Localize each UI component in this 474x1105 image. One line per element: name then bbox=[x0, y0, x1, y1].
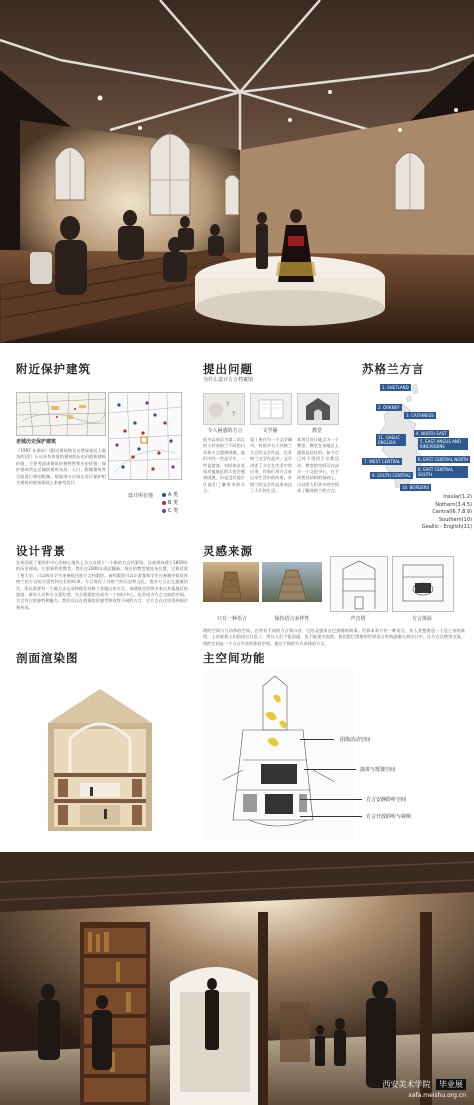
confusing-dialect-image bbox=[203, 393, 245, 425]
function-quiet-listening: 方言安静聆听空间 bbox=[366, 797, 407, 803]
babel-tower-image-1 bbox=[203, 562, 259, 602]
region-north-east: 4. NORTH EAST bbox=[416, 431, 447, 436]
question-caption-3: 教堂 bbox=[311, 428, 322, 434]
svg-text:?: ? bbox=[232, 411, 236, 418]
school-site: xafa.meishu.org.cn bbox=[408, 1092, 466, 1099]
region-orkney: 2. ORKNEY bbox=[378, 405, 400, 410]
legend bbox=[162, 491, 178, 515]
function-open-listening: 方言开放聆听与视频 bbox=[366, 814, 412, 820]
region-west-central: 7. WEST CENTRAL bbox=[364, 459, 401, 464]
legend-item-c: C 类 bbox=[162, 507, 178, 515]
school-footer bbox=[382, 1079, 466, 1099]
inspiration-caption-2: 保持语言多样性 bbox=[274, 616, 310, 622]
graduation-badge: 毕业展 bbox=[436, 1079, 466, 1090]
region-borders: 10. BORDERS bbox=[402, 485, 430, 490]
old-town-map bbox=[16, 392, 106, 436]
legend-title: 设计所在地 bbox=[128, 493, 154, 499]
footer-school-line bbox=[382, 1079, 466, 1090]
scotland-dialect-map bbox=[350, 380, 468, 492]
region-south-central: 9. SOUTH CENTRAL bbox=[372, 473, 411, 478]
callout-line-2 bbox=[304, 769, 356, 770]
section-render-image bbox=[40, 683, 160, 831]
callout-line-4 bbox=[300, 816, 362, 817]
literature-image bbox=[250, 393, 292, 425]
background-body: 在英国爱丁堡的市中心的核心地块上为公众建立一个新的方言档案馆。这座建筑建于1859年的历史建筑。它重新利用教堂。然后在2000年再次翻新。现在的教堂地处该位置，它靠近爱丁堡大学，可以吸引学生来参观这座方言档案馆。该档案馆可以让游客和学生在参观中体验苏格兰的方言的丰富性和它们的故事，方言保存了苏格兰的历史和文化。很多方言正在逐渐消失，所以需要有一个地方去记录和保存苏格兰各地区的方言。该建筑也会吸引来自其他地区的游客、研究人员和方言爱好者。方言档案馆会成为一个知识中心，也会成为方言交流的空间。方言有它的独特和魅力。我们可以在档案馆里感受和欣赏不同的方言，让方言在这里得到保存和传承。 bbox=[16, 560, 188, 610]
hero-render-church-interior bbox=[0, 0, 474, 343]
region-shetland: 1. SHETLAND bbox=[382, 385, 409, 390]
callout-line-3 bbox=[300, 799, 362, 800]
babel-tower-image-2 bbox=[262, 562, 322, 602]
question-title: 提出问题 bbox=[203, 362, 253, 376]
section-render-title: 剖面渲染图 bbox=[16, 651, 79, 665]
region-caithness: 3. CAITHNESS bbox=[406, 413, 434, 418]
background-title: 设计背景 bbox=[16, 544, 66, 558]
summary-gaelic: Geallic - English(11) bbox=[421, 524, 472, 530]
question-subtitle: 为什么设计方言档案馆 bbox=[203, 377, 254, 383]
question-col-1: 很多以英语为第二语言的人对苏格兰不同的口音和方言感到困惑。他们中的一些是学生、一些是游客。有时来自英国其他地区的人也会感到困惑。但是没有地方让他们了解更多的方言。 bbox=[203, 437, 245, 494]
inspiration-body: 塔的空间与互动体验空间。在所有不同的方言和口音，它的灵感来自巴别塔的故事。世界本来只有一种语言，但人类想建造一个达上帝的高塔，上帝就把人们的语言打乱了，所以人们不能沟通，也不能建完高塔。我们把巴别塔的世界语言的构思融入到设计中，让方言在塔里交流，塔的空间是一个方言声音的体验空间，通过不同的方式来体验方言。 bbox=[203, 628, 465, 646]
question-caption-1: 令人困惑的方言 bbox=[207, 428, 243, 434]
functions-title: 主空间功能 bbox=[203, 651, 266, 665]
summary-insular: Insular(1.2) bbox=[443, 494, 472, 500]
question-col-3: 本项目设计地点为一个教堂。教堂在该地区上通常是居住的。如今它已经不再用于宗教活动，教堂的空间可以成为一个文化中心，在不改变其结构的基础上，可以给人们更多的空间来了解苏格兰的方言。 bbox=[297, 437, 339, 494]
region-gaelic-english: 11. GAELIC ENGLISH bbox=[376, 434, 406, 446]
school-name: 西安美术学院 bbox=[382, 1080, 431, 1089]
sound-tower-sketch bbox=[330, 556, 388, 612]
summary-northern: Nothern(3.4.5) bbox=[435, 501, 472, 508]
legend-item-b: B 类 bbox=[162, 499, 178, 507]
inspiration-title: 灵感来源 bbox=[203, 544, 253, 558]
region-east-central-south: 8. EAST CENTRAL SOUTH bbox=[416, 466, 468, 478]
region-east-angus: 5. EAST ANGUS AND KINCARDINE bbox=[418, 438, 468, 450]
question-caption-2: 文学圈 bbox=[262, 428, 278, 434]
church-image bbox=[297, 393, 339, 425]
region-east-central-north: 6. EAST CENTRAL NORTH bbox=[418, 457, 469, 462]
dialect-summary bbox=[380, 494, 472, 532]
dialect-experience-sketch bbox=[392, 556, 454, 612]
protect-title: 附近保护建筑 bbox=[16, 362, 91, 376]
map-caption: 老城历史保护建筑 bbox=[16, 439, 57, 445]
protected-buildings-dot-map bbox=[108, 392, 182, 480]
inspiration-caption-1: 只有一种语言 bbox=[216, 616, 247, 622]
legend-item-a: A 类 bbox=[162, 491, 178, 499]
question-col-2: 爱丁堡作为一个文学城市，有很多关于苏格兰方言的文学作品。在苏格兰文学作品中，文学讲述了方言在生活中的应用，作家们用方言来记录生活中的故事，苏格兰的文学作品来表达了人们的生活。 bbox=[250, 437, 292, 494]
callout-line-1 bbox=[300, 739, 334, 740]
inspiration-caption-4: 方言体验 bbox=[411, 616, 432, 622]
svg-text:?: ? bbox=[226, 401, 230, 408]
bottom-render-archive-interior bbox=[0, 852, 474, 1105]
summary-central: Central(6.7.8.9) bbox=[432, 509, 472, 515]
function-lecture: 演讲与授课空间 bbox=[360, 767, 396, 773]
functions-axon-sketch bbox=[203, 670, 353, 840]
summary-southern: Southern(10) bbox=[438, 516, 472, 523]
dialect-title: 苏格兰方言 bbox=[362, 362, 425, 376]
protect-body: 《1997 年颁布》(附近建筑物及自然保育区土地条约)法》认可具有价值的建筑的历史价值和建筑价值，主要考虑该建筑的独特性和历史价值，保护建筑所在区域依建筑布局、入口、附属建筑等方面进行规划限制，规划部分应该在设计保护相关建筑的规划基础上来参考设计。 bbox=[16, 448, 106, 486]
function-group-activity: 团体活动空间 bbox=[340, 737, 371, 743]
inspiration-caption-3: 声音塔 bbox=[350, 616, 366, 622]
